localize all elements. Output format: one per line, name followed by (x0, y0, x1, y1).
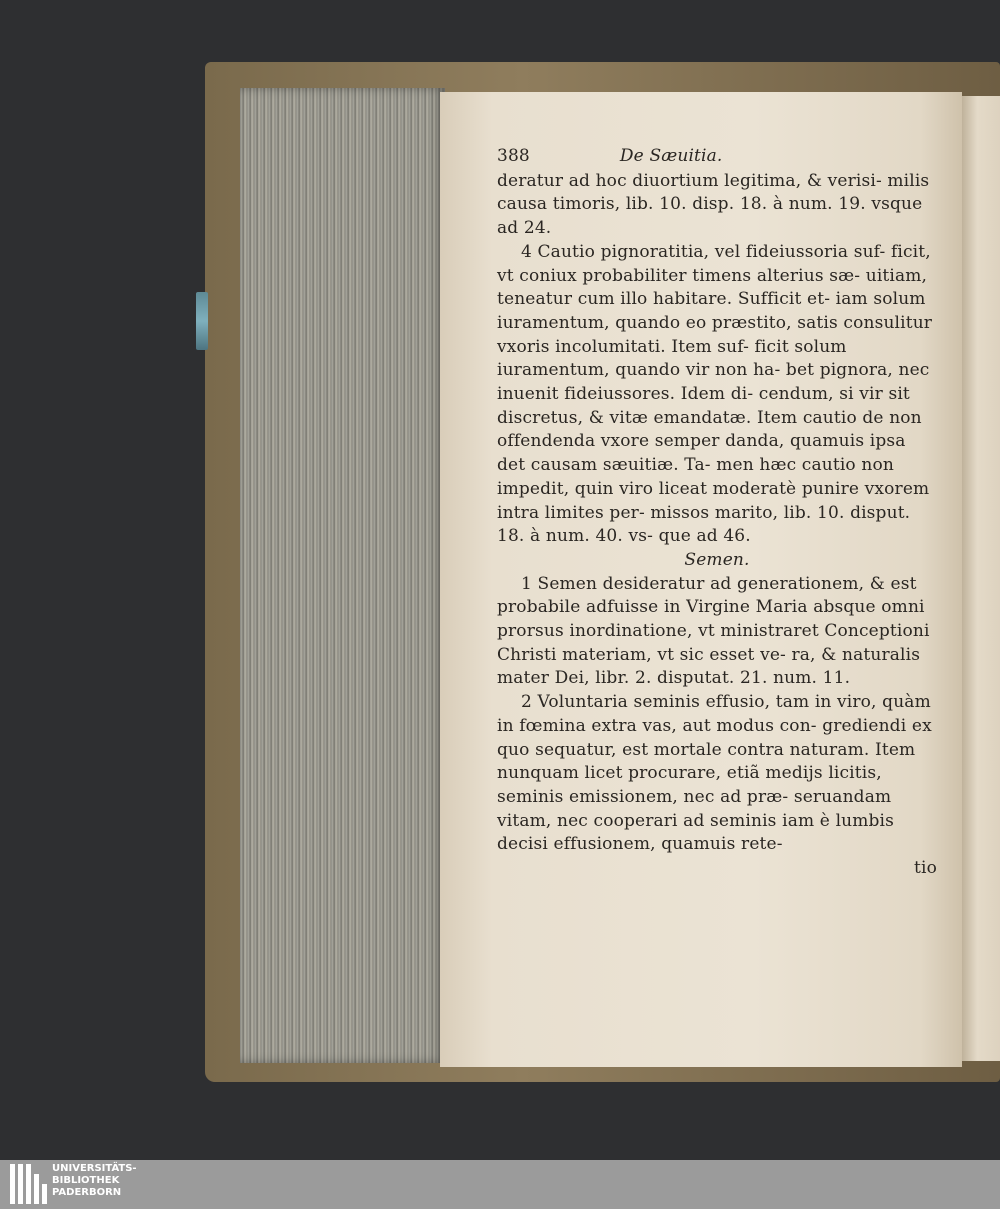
library-logo-text (52, 1163, 137, 1199)
logo-line-2: BIBLIOTHEK (52, 1175, 120, 1186)
facing-page-edge (962, 96, 1000, 1061)
page-number: 388 (497, 146, 530, 166)
library-logo-icon (10, 1164, 48, 1204)
section-heading: Semen. (684, 549, 750, 570)
page-edges (240, 88, 445, 1063)
catchword: tio (914, 858, 937, 879)
paragraph: 1 Semen desideratur ad generationem, & est probabile adfuisse in Virgine Maria absque omni prorsus inordinatione, vt ministraret Conceptioni Christi materiam, vt sic esset ve- ra, & naturalis mater Dei, libr. 2. disputat. 21. num. 11. (497, 573, 930, 689)
logo-line-3: PADERBORN (52, 1187, 122, 1198)
logo-line-1: UNIVERSITÄTS- (52, 1163, 137, 1174)
running-title: De Sæuitia. (619, 146, 723, 166)
headband-ribbon (196, 292, 208, 350)
paragraph: 2 Voluntaria seminis effusio, tam in viro, quàm in fœmina extra vas, aut modus con- grediendi ex quo sequatur, est mortale contra naturam. Item nunquam licet procurare, etiã medijs licitis, seminis emissionem, nec ad præ- seruandam vitam, nec cooperari ad seminis iam è lumbis decisi effusionem, quamuis rete- (497, 692, 932, 855)
page-text (497, 145, 937, 881)
paragraph: 4 Cautio pignoratitia, vel fideiussoria suf- ficit, vt coniux probabiliter timens alterius sæ- uitiam, teneatur cum illo habitare. Sufficit et- iam solum iuramentum, quando eo præstito, satis consulitur vxoris incolumitati. Item suf- ficit solum iuramentum, quando vir non ha- bet pignora, nec inuenit fideiussores. Idem di- cendum, si vir sit discretus, & vitæ emandatæ. Item cautio de non offendenda vxore semper danda, quamuis ipsa det causam sæuitiæ. Ta- men hæc cautio non impedit, quin viro liceat moderatè punire vxorem intra limites per- missos marito, lib. 10. disput. 18. à num. 40. vs- que ad 46. (497, 241, 933, 547)
paragraph: deratur ad hoc diuortium legitima, & verisi- milis causa timoris, lib. 10. disp. 18. à num. 19. vsque ad 24. (497, 170, 930, 239)
page-header (497, 145, 937, 169)
footer-bar (0, 1160, 1000, 1209)
